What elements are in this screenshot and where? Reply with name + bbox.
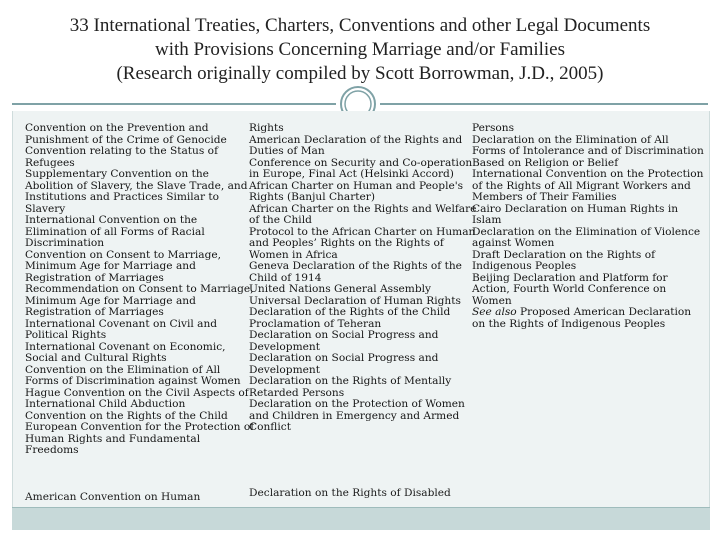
document-title-item: African Charter on the Rights and Welfare of the Child: [249, 202, 477, 226]
document-title-item: Cairo Declaration on Human Rights in Islam: [472, 202, 679, 226]
document-title-item: Convention relating to the Status of Refugees: [25, 145, 218, 169]
document-title-item: African Charter on Human and People's Rights (Banjul Charter): [249, 179, 464, 203]
column-1-continuation: American Convention on Human: [25, 491, 201, 503]
document-title-item: Proclamation of Teheran: [249, 317, 382, 330]
footer-bar: [12, 507, 710, 530]
column-1: [25, 123, 255, 457]
document-title-item: Convention on the Elimination of All Forms of Discrimination against Women: [25, 363, 241, 387]
document-title-item: International Convention on the Protection of the Rights of All Migrant Workers and Members of Their Families: [472, 168, 704, 203]
document-title-item: Hague Convention on the Civil Aspects of International Child Abduction: [25, 386, 249, 410]
document-title-item: Declaration on Social Progress and Development: [249, 352, 439, 376]
document-title-item: International Covenant on Economic, Social and Cultural Rights: [25, 340, 226, 364]
document-title-item: Recommendation on Consent to Marriage, Minimum Age for Marriage and Registration of Marriages: [25, 283, 254, 318]
title-line-2: with Provisions Concerning Marriage and/or Families: [154, 39, 566, 60]
column-2: [249, 123, 477, 434]
see-also-item: [472, 307, 704, 330]
document-title-item: Rights: [249, 122, 284, 134]
document-title-item: Supplementary Convention on the Abolition of Slavery, the Slave Trade, and Institutions and Practices Similar to Slavery: [25, 168, 248, 215]
document-title-item: Protocol to the African Charter on Human and Peoples’ Rights on the Rights of Women in Africa: [249, 225, 476, 261]
see-also-prefix: See also: [472, 306, 517, 318]
column-3: [472, 123, 704, 330]
document-title-item: European Convention for the Protection of Human Rights and Fundamental Freedoms: [25, 421, 255, 456]
document-title-item: Declaration of the Rights of the Child: [249, 306, 451, 318]
document-title-item: Declaration on the Rights of Mentally Retarded Persons: [249, 375, 452, 399]
document-title-item: Declaration on Social Progress and Development: [249, 329, 439, 353]
document-title-item: Convention on the Rights of the Child: [25, 409, 228, 422]
document-title-item: Beijing Declaration and Platform for Action, Fourth World Conference on Women: [472, 271, 668, 307]
document-title-item: Convention on Consent to Marriage, Minimum Age for Marriage and Registration of Marriages: [25, 248, 222, 284]
column-2-continuation: Declaration on the Rights of Disabled: [249, 487, 451, 499]
see-also-text: Proposed American Declaration on the Rights of Indigenous Peoples: [472, 306, 692, 330]
document-title-item: Conference on Security and Co-operation in Europe, Final Act (Helsinki Accord): [249, 156, 473, 180]
document-title-item: Geneva Declaration of the Rights of the Child of 1914: [249, 260, 462, 284]
title-line-1: 33 International Treaties, Charters, Conventions and other Legal Documents: [69, 15, 651, 36]
document-title-item: Declaration on the Elimination of All Forms of Intolerance and of Discrimination Based on Religion or Belief: [472, 133, 704, 169]
document-title-item: Convention on the Prevention and Punishment of the Crime of Genocide: [25, 122, 227, 146]
page-title: [0, 14, 720, 86]
title-line-3: (Research originally compiled by Scott Borrowman, J.D., 2005): [116, 63, 604, 84]
document-title-item: International Covenant on Civil and Political Rights: [25, 317, 218, 341]
divider-rule-right: [380, 103, 708, 105]
document-title-item: Persons: [472, 122, 515, 134]
document-title-item: American Declaration of the Rights and Duties of Man: [249, 133, 463, 157]
document-title-item: International Convention on the Elimination of all Forms of Racial Discrimination: [25, 214, 205, 249]
content-panel: [12, 111, 710, 507]
document-title-item: Declaration on the Elimination of Violence against Women: [472, 225, 701, 249]
divider-rule-left: [12, 103, 336, 105]
document-title-item: Declaration on the Protection of Women and Children in Emergency and Armed Conflict: [249, 398, 465, 433]
document-title-item: United Nations General Assembly Universal Declaration of Human Rights: [249, 283, 461, 307]
document-title-item: Draft Declaration on the Rights of Indigenous Peoples: [472, 248, 656, 272]
